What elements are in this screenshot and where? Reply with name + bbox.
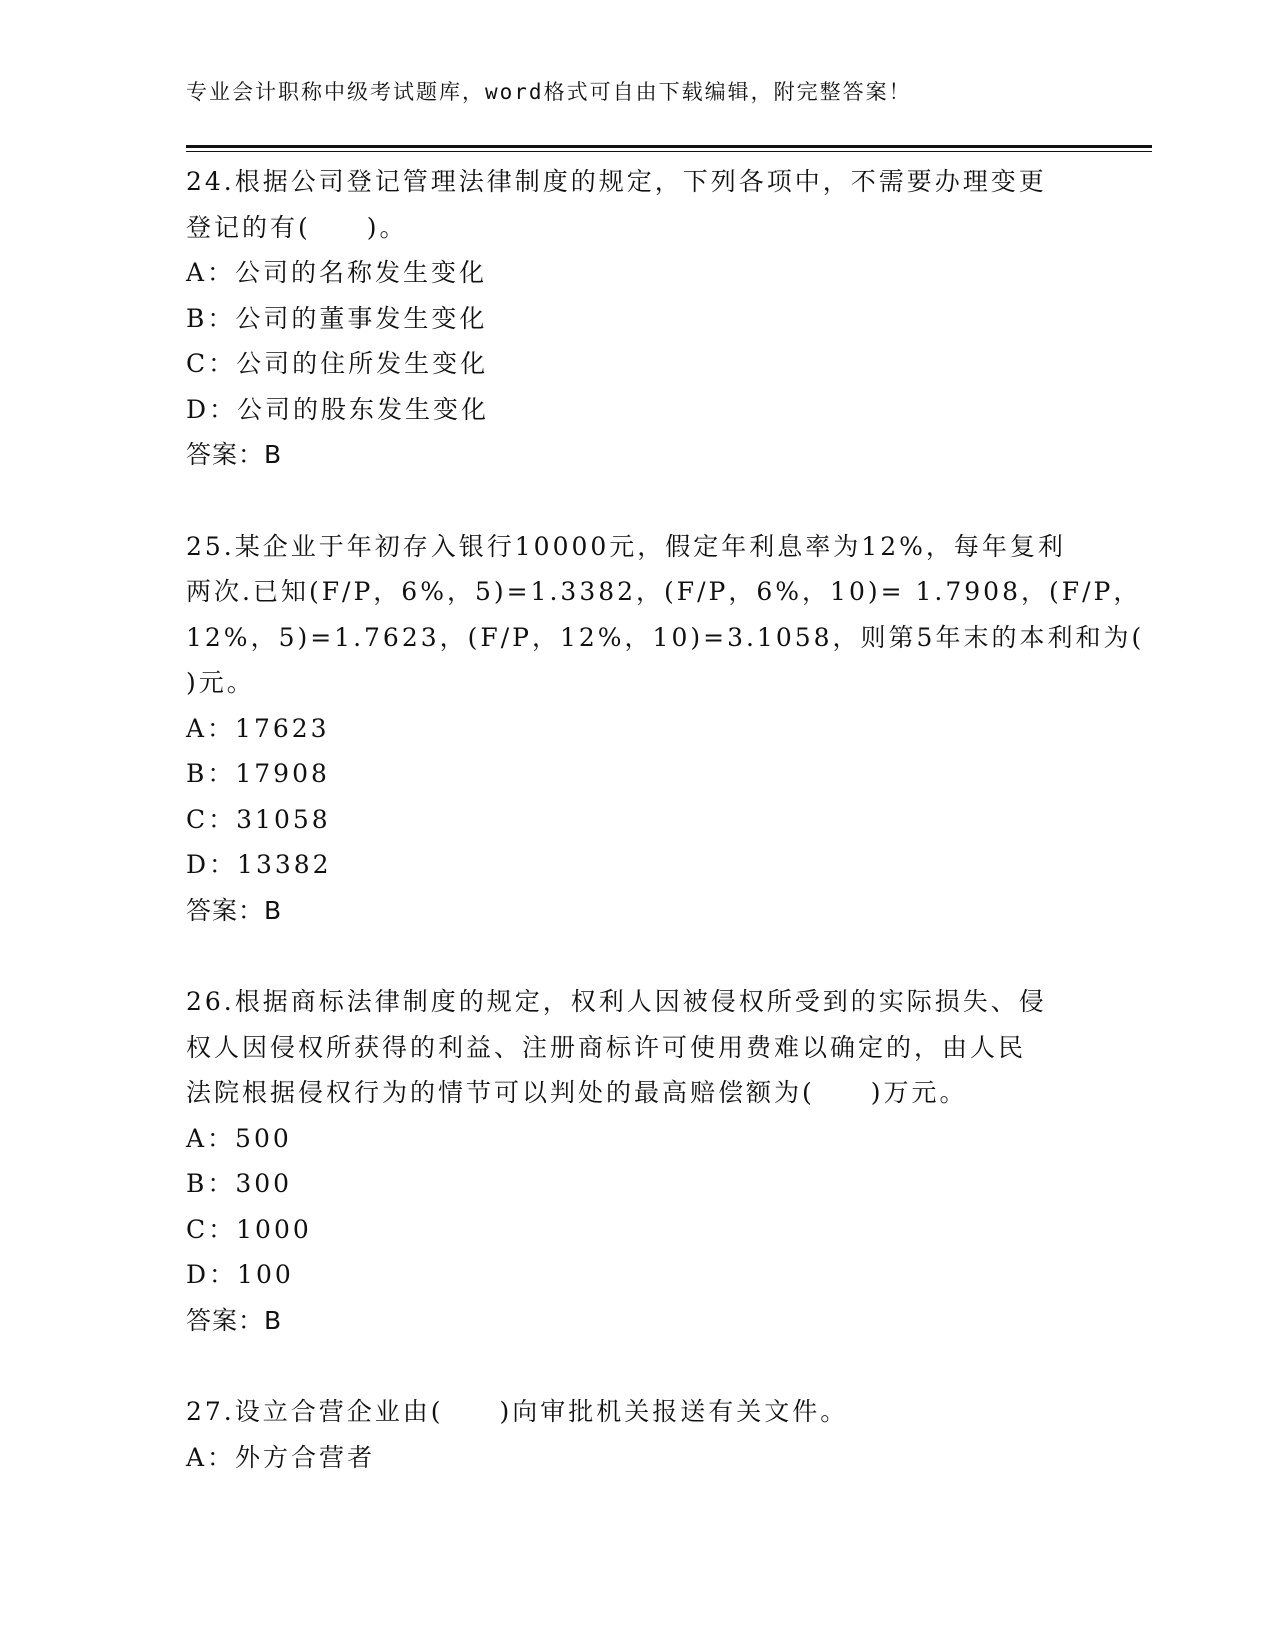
question-text-line: 25.某企业于年初存入银行10000元，假定年利息率为12%，每年复利 [186,531,1066,561]
question-27 [186,1389,1086,1480]
question-text-line: 权人因侵权所获得的利益、注册商标许可使用费难以确定的，由人民 [186,1032,1027,1062]
answer-line: 答案：B [186,895,283,925]
question-list [186,159,1145,1526]
question-text-line: )元。 [186,668,255,697]
option-b: B：300 [186,1169,293,1198]
option-d: D：公司的股东发生变化 [186,394,490,424]
question-text-line: 两次.已知(F/P，6%，5)=1.3382，(F/P，6%，10)= 1.7908，(F/P， [186,577,1142,606]
option-a: A：17623 [186,713,330,743]
question-text-line: 12%，5)=1.7623，(F/P，12%，10)=3.1058，则第5年末的本利和为( [186,622,1145,652]
answer-line: 答案：B [186,440,283,469]
page-header: 专业会计职称中级考试题库，word格式可自由下载编辑，附完整答案！ [186,80,912,104]
header-rule-thick [186,145,1152,148]
question-text-line: 24.根据公司登记管理法律制度的规定，下列各项中，不需要办理变更 [186,167,1047,196]
option-b: B：17908 [186,759,330,788]
option-a: A：公司的名称发生变化 [186,258,488,287]
option-a: A：外方合营者 [186,1442,376,1472]
option-d: D：100 [186,1260,294,1289]
option-c: C：公司的住所发生变化 [186,349,489,378]
question-25 [186,524,1145,934]
question-24 [186,159,1086,478]
option-c: C：31058 [186,804,331,834]
question-text-line: 27.设立合营企业由( )向审批机关报送有关文件。 [186,1397,849,1426]
question-text-line: 26.根据商标法律制度的规定，权利人因被侵权所受到的实际损失、侵 [186,987,1047,1016]
option-b: B：公司的董事发生变化 [186,303,488,333]
answer-line: 答案：B [186,1305,283,1335]
option-c: C：1000 [186,1214,312,1244]
header-rule-thin [186,151,1152,152]
question-26 [186,979,1086,1343]
option-a: A：500 [186,1123,292,1153]
question-text-line: 登记的有( )。 [186,212,408,242]
question-text-line: 法院根据侵权行为的情节可以判处的最高赔偿额为( )万元。 [186,1078,968,1107]
option-d: D：13382 [186,850,332,879]
